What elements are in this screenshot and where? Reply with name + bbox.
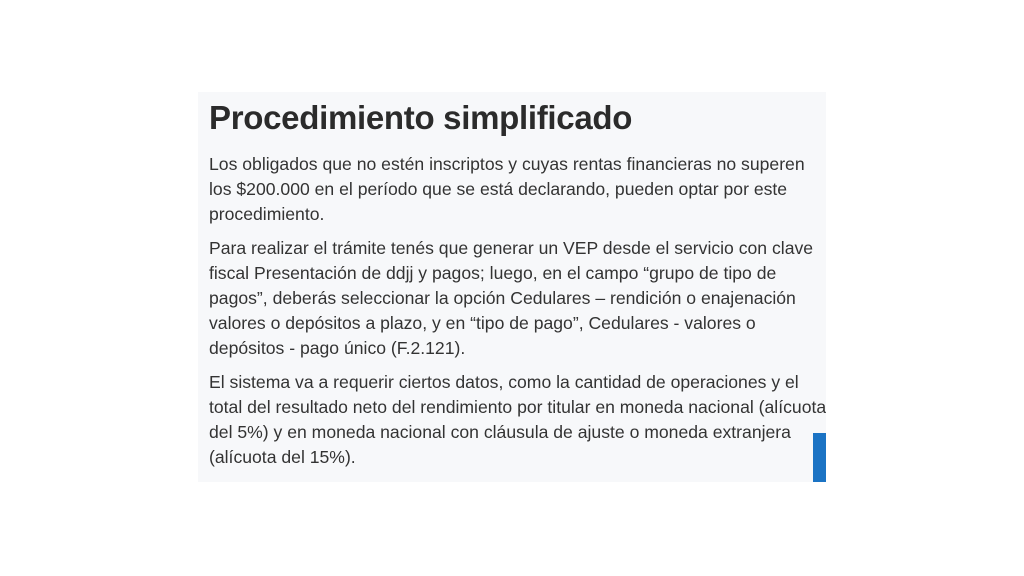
paragraph-required-data: El sistema va a requerir ciertos datos, como la cantidad de operaciones y el total del resultado neto del rendimiento por titular en moneda nacional (alícuota del 5%) y en moneda nacional con cláusula de ajuste o moneda extranjera (alícuota del 15%). [209, 372, 826, 467]
content-panel [198, 92, 826, 482]
scrollbar-thumb[interactable] [813, 433, 826, 482]
section-title: Procedimiento simplificado [209, 99, 633, 136]
paragraph-procedure: Para realizar el trámite tenés que generar un VEP desde el servicio con clave fiscal Presentación de ddjj y pagos; luego, en el campo “grupo de tipo de pagos”, deberás seleccionar la opción Cedulares – rendición o enajenación valores o depósitos a plazo, y en “tipo de pago”, Cedulares - valores o depósitos - pago único (F.2.121). [209, 238, 814, 358]
article-section [209, 98, 826, 479]
paragraph-eligibility: Los obligados que no estén inscriptos y cuyas rentas financieras no superen los $200.000 en el período que se está declarando, pueden optar por este procedimiento. [209, 154, 805, 224]
